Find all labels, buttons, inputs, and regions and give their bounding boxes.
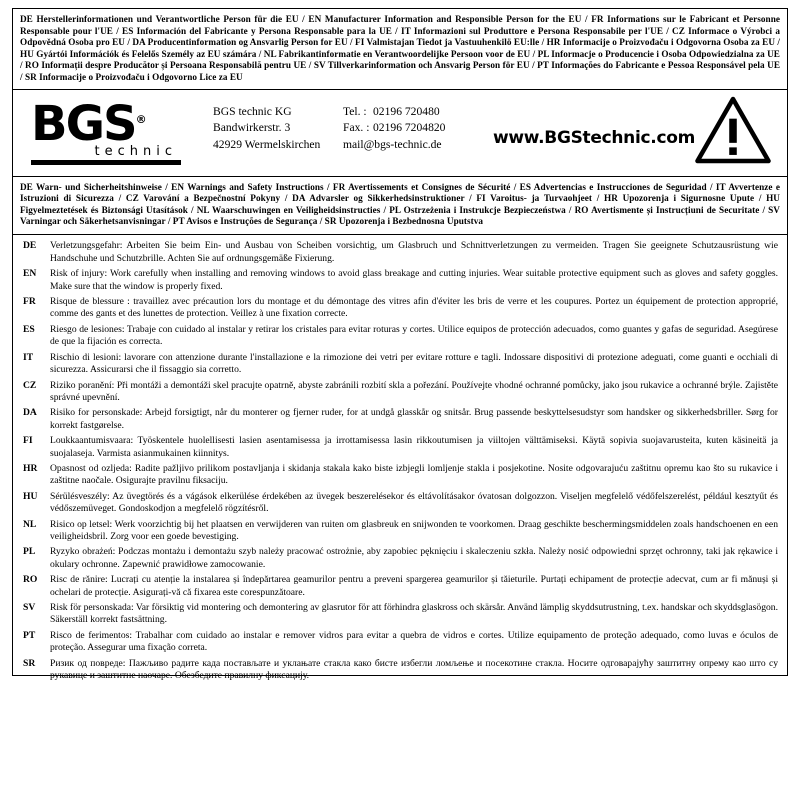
tel-label: Tel. : [343,104,367,118]
instruction-text: Loukkaantumisvaara: Työskentele huolellisesti lasien asentamisessa ja irrottamisessa lasin rikkoutumisen ja viiltojen välttämiseksi. Käytä sopivia suojavarusteita, kuten käsineitä ja suojalaseja. Varmista asianmukainen kiinnitys. [50,435,778,459]
warning-triangle-icon [695,96,771,164]
language-code: FR [23,296,36,308]
company-name: BGS technic KG [213,104,292,118]
instruction-text: Verletzungsgefahr: Arbeiten Sie beim Ein- und Ausbau von Scheiben vorsichtig, um Glasbruch und Schnittverletzungen zu vermeiden. Tragen Sie geeignete Schutzausrüstung wie Handschuhe und Schutzbrille. Achten Sie auf ordnungsgemäße Fixierung. [50,240,778,264]
language-code: RO [23,574,38,586]
manufacturer-info-text: DE Herstellerinformationen und Verantwortliche Person für die EU / EN Manufacturer Information and Responsible Person for the EU / FR Informations sur le Fabricant et Personne Responsable pour l'UE / ES Información del Fabricante y Persona Responsable para la UE / IT Informazioni sul Produttore e Persona Responsabile per l'UE / CZ Informace o Výrobci a Odpovědná Osoba pro EU / DA Producentinformation og Ansvarlig Person for EU / FI Valmistajan Tiedot ja Vastuuhenkilö EU:lle / HR Informacije o Proizvođaču i Odgovorna Osoba za EU / HU Gyártói Információk és Felelős Személy az EU számára / NL Fabrikantinformatie en Verantwoordelijke Persoon voor de EU / PL Informacje o Producencie i Osoba Odpowiedzialna za UE / RO Informații despre Producător și Persoana Responsabilă pentru UE / SV Tillverkarinformation och Ansvarig Person för EU / PT Informações do Fabricante e Pessoa Responsável pela UE / SR Informacije o Proizvođaču i Odgovorno Lice za EU [20,14,780,82]
fax-label: Fax. : [343,121,370,135]
safety-title-band [13,177,787,235]
language-code: EN [23,268,37,280]
list-item [13,295,787,323]
instructions-list [13,235,787,684]
list-item [13,517,787,545]
language-code: HR [23,462,38,474]
logo-subtext: technic [94,143,177,159]
list-item [13,573,787,601]
list-item [13,489,787,517]
mail-value: @bgs-technic.de [363,137,442,151]
list-item [13,378,787,406]
instruction-text: Risk of injury: Work carefully when installing and removing windows to avoid glass breakage and cutting injuries. Wear suitable protective equipment such as gloves and safety goggles. Make sure that the window is properly fixed. [50,268,778,292]
list-item [13,350,787,378]
instruction-text: Risc de rănire: Lucrați cu atenție la instalarea și îndepărtarea geamurilor pentru a preveni spargerea geamurilor și tăieturile. Purtați echipament de protecție adecvat, cum ar fi mănuși și ochelari de protecție. Asigurați-vă că fixarea este corespunzătoare. [50,574,778,598]
manufacturer-info-band [13,9,787,90]
language-code: FI [23,435,33,447]
instruction-text: Risk för personskada: Var försiktig vid montering och demontering av glasrutor för att förhindra glaskross och skärsår. Använd lämplig skyddsutrustning, t.ex. handskar och skyddsglasögon. Säkerställ korrekt fastsättning. [50,602,778,626]
language-code: ES [23,323,35,335]
bgs-logo [31,96,181,165]
language-code: DE [23,240,37,252]
language-code: PT [23,629,36,641]
instruction-text: Risiko for personskade: Arbejd forsigtigt, når du monterer og fjerner ruder, for at undgå glasskår og snitsår. Brug passende beskyttelsesudstyr som handsker og sikkerhedsbriller. Sørg for korrekt fastgørelse. [50,407,778,431]
instruction-text: Opasnost od ozljeda: Radite pažljivo prilikom postavljanja i skidanja stakala kako biste izbjegli lomljenje stakla i posjekotine. Nosite odgovarajuću zaštitnu opremu kao što su rukavice i zaštitne naočale. Osigurajte pravilnu fiksaciju. [50,462,778,487]
company-website[interactable]: www.BGStechnic.com [493,127,696,148]
logo-main-text: BGS [31,95,136,152]
list-item [13,545,787,573]
instruction-text: Risco de ferimentos: Trabalhar com cuidado ao instalar e remover vidros para evitar a quebra de vidros e cortes. Utilize equipamento de proteção adequado, como luvas e óculos de proteção. Assegurar uma fixação correta. [50,629,778,654]
company-city: 42929 Wermelskirchen [213,137,321,151]
list-item [13,434,787,462]
language-code: NL [23,518,37,530]
instruction-text: Sérülésveszély: Az üvegtörés és a vágások elkerülése érdekében az üvegek beszerelésekor és eltávolításakor óvatosan dolgozzon. Viseljen megfelelő védőfelszerelést, például kesztyűt és védőszemüveget. Gondoskodjon a megfelelő rögzítésről. [50,490,778,515]
language-code: HU [23,490,38,502]
contact-fax-row [343,120,445,137]
company-address [213,104,320,154]
instruction-text: Risico op letsel: Werk voorzichtig bij het plaatsen en verwijderen van ruiten om glasbreuk en snijwonden te voorkomen. Draag geschikte beschermingsmiddelen zoals handschoenen en een veiligheidsbril. Zorg voor een goede bevestiging. [50,518,778,542]
instruction-text: Ryzyko obrażeń: Podczas montażu i demontażu szyb należy pracować ostrożnie, aby zapobiec pęknięciu i skaleczeniu szkła. Należy nosić odpowiedni sprzęt ochronny, taki jak rękawice i okulary ochronne. Zapewnić prawidłowe zamocowanie. [50,546,778,570]
contact-mail-row [343,137,445,154]
company-street: Bandwirkerstr. 3 [213,121,291,135]
contact-tel-row [343,104,445,121]
list-item [13,267,787,295]
logo-bar-divider [31,160,181,165]
list-item [13,239,787,267]
fax-value: 02196 7204820 [373,121,446,135]
language-code: PL [23,546,36,558]
company-header-band [13,90,787,177]
list-item [13,601,787,629]
instruction-text: Riesgo de lesiones: Trabaje con cuidado al instalar y retirar los cristales para evitar roturas y cortes. Utilice equipos de protección adecuados, como guantes y gafas de seguridad. Asegúrese de que la fijación es correcta. [50,323,778,348]
language-code: SV [23,602,36,613]
language-code: SR [23,657,36,669]
instruction-text: Ризик од повреде: Пажљиво радите када постављате и уклањате стакла како бисте избегли ломљење и посекотине стакла. Носите одговарајућу заштитну опрему као што су рукавице и заштитне наочаре. Обезбедите правилну фиксацију. [50,657,778,682]
language-code: DA [23,407,37,419]
instruction-text: Riziko poranění: Při montáži a demontáži skel pracujte opatrně, abyste zabránili rozbití skla a pořezání. Používejte vhodné ochranné pomůcky, jako jsou rukavice a ochranné brýle. Zajistěte správné upevnění. [50,379,778,403]
list-item [13,406,787,434]
tel-value: 02196 720480 [373,104,440,118]
registered-trademark-icon: ® [135,112,147,126]
company-contact [343,104,445,154]
list-item [13,628,787,656]
safety-title-text: DE Warn- und Sicherheitshinweise / EN Warnings and Safety Instructions / FR Avertissements et Consignes de Sécurité / ES Advertencias e Instrucciones de Seguridad / IT Avvertenze e Istruzioni di Sicurezza / CZ Varování a Bezpečnostní Pokyny / DA Advarsler og Sikkerhedsinstruktioner / FI Varoitus- ja Turvaohjeet / HR Upozorenja i Sigurnosne Upute / HU Figyelmeztetések és Biztonsági Utasítások / NL Waarschuwingen en Veiligheidsinstructies / PL Ostrzeżenia i Instrukcje Bezpieczeństwa / RO Avertismente și Instrucțiuni de Securitate / SV Varningar och Säkerhetsanvisningar / PT Avisos e Instruções de Segurança / SR Upozorenja i Bezbednosna Uputstva [20,181,780,227]
mail-label: mail [343,137,364,151]
language-code: IT [23,351,34,363]
instruction-text: Risque de blessure : travaillez avec précaution lors du montage et du démontage des vitres afin d'éviter les bris de verre et les coupures. Portez un équipement de protection approprié, comme des gants et des lunettes de protection. Veillez à une fixation correcte. [50,296,778,320]
instruction-text: Rischio di lesioni: lavorare con attenzione durante l'installazione e la rimozione dei vetri per evitare rotture e tagli. Indossare dispositivi di protezione adeguati, come guanti e occhiali di sicurezza. Assicurarsi che il fissaggio sia corretto. [50,351,778,376]
list-item [13,656,787,684]
list-item [13,461,787,489]
language-code: CZ [23,379,37,391]
list-item [13,322,787,350]
document-frame [12,8,788,682]
